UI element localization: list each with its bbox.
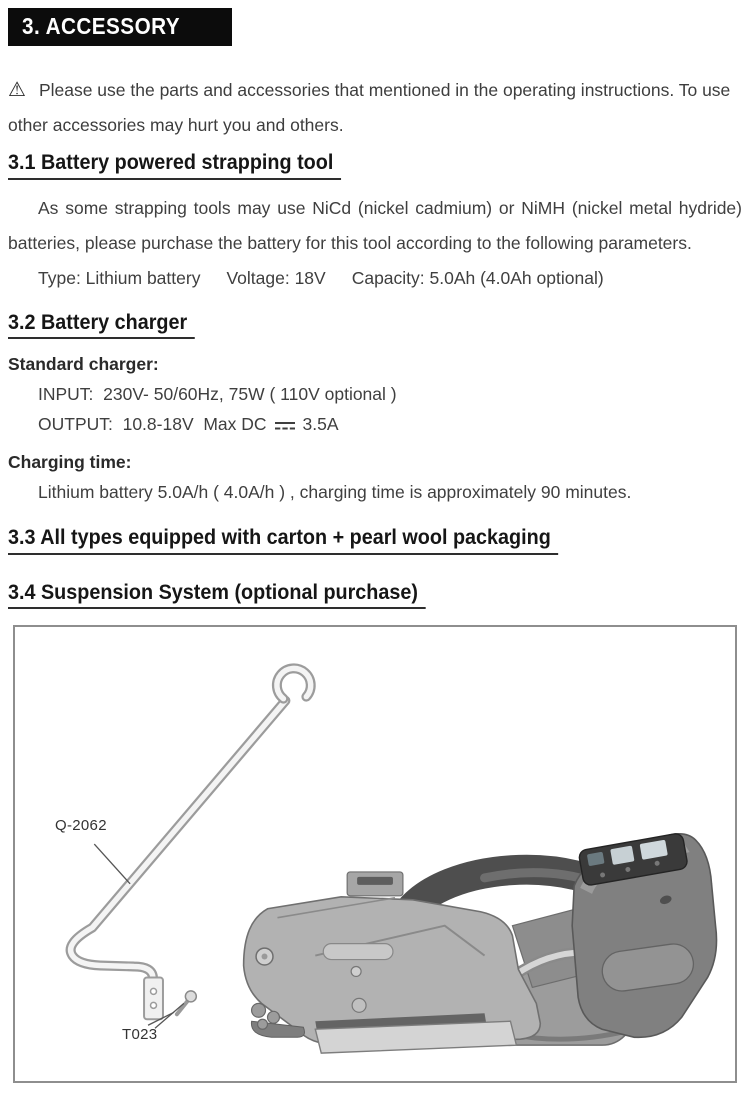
hanger-part-label: Q-2062 (55, 817, 107, 834)
mounting-bracket (144, 977, 163, 1019)
tool-screw-small (351, 967, 361, 977)
dc-symbol-icon (274, 420, 296, 431)
s31-body-paragraph: As some strapping tools may use NiCd (nickel cadmium) or NiMH (nickel metal hydride) batteries, please purchase the battery for this tool according to the following parameters. (8, 197, 742, 253)
heading-3-3 (8, 527, 742, 555)
charger-output-suffix: 3.5A (302, 414, 339, 434)
spec-capacity: Capacity: 5.0Ah (4.0Ah optional) (351, 267, 604, 288)
warning-text: Please use the parts and accessories that mentioned in the operating instructions. To use other accessories may hurt you and others. (8, 80, 731, 135)
heading-3-4-text: 3.4 Suspension System (optional purchase) (8, 582, 425, 610)
warning-triangle-icon: ⚠ (8, 79, 26, 101)
warning-note (8, 73, 742, 143)
heading-3-2 (8, 309, 742, 340)
heading-3-3-text: 3.3 All types equipped with carton + pearl wool packaging (8, 527, 558, 555)
s31-battery-specs (8, 261, 742, 296)
heading-3-4 (8, 579, 742, 610)
heading-3-1 (8, 152, 742, 180)
suspension-illustration (15, 627, 750, 1081)
section-title-text: 3. ACCESSORY (22, 13, 181, 39)
strapping-tool (244, 833, 717, 1054)
spec-voltage: Voltage: 18V (226, 267, 326, 288)
suspension-system-figure (13, 625, 737, 1083)
charger-output-prefix: OUTPUT: 10.8-18V Max DC (38, 414, 267, 434)
standard-charger-label: Standard charger: (8, 354, 159, 374)
charger-output-line (8, 411, 742, 437)
hanger-leader-line (94, 844, 130, 884)
charging-time-text: Lithium battery 5.0A/h ( 4.0A/h ) , charging time is approximately 90 minutes. (38, 482, 632, 502)
charging-time-label: Charging time: (8, 452, 132, 472)
section-title (8, 8, 232, 46)
heading-3-2-text: 3.2 Battery charger (8, 312, 195, 340)
charger-input-line: INPUT: 230V- 50/60Hz, 75W ( 110V optional ) (38, 384, 397, 404)
heading-3-1-text: 3.1 Battery powered strapping tool (8, 152, 341, 180)
fixing-pin (177, 991, 196, 1014)
spec-type: Type: Lithium battery (38, 267, 201, 288)
pin-part-label: T023 (122, 1026, 158, 1043)
